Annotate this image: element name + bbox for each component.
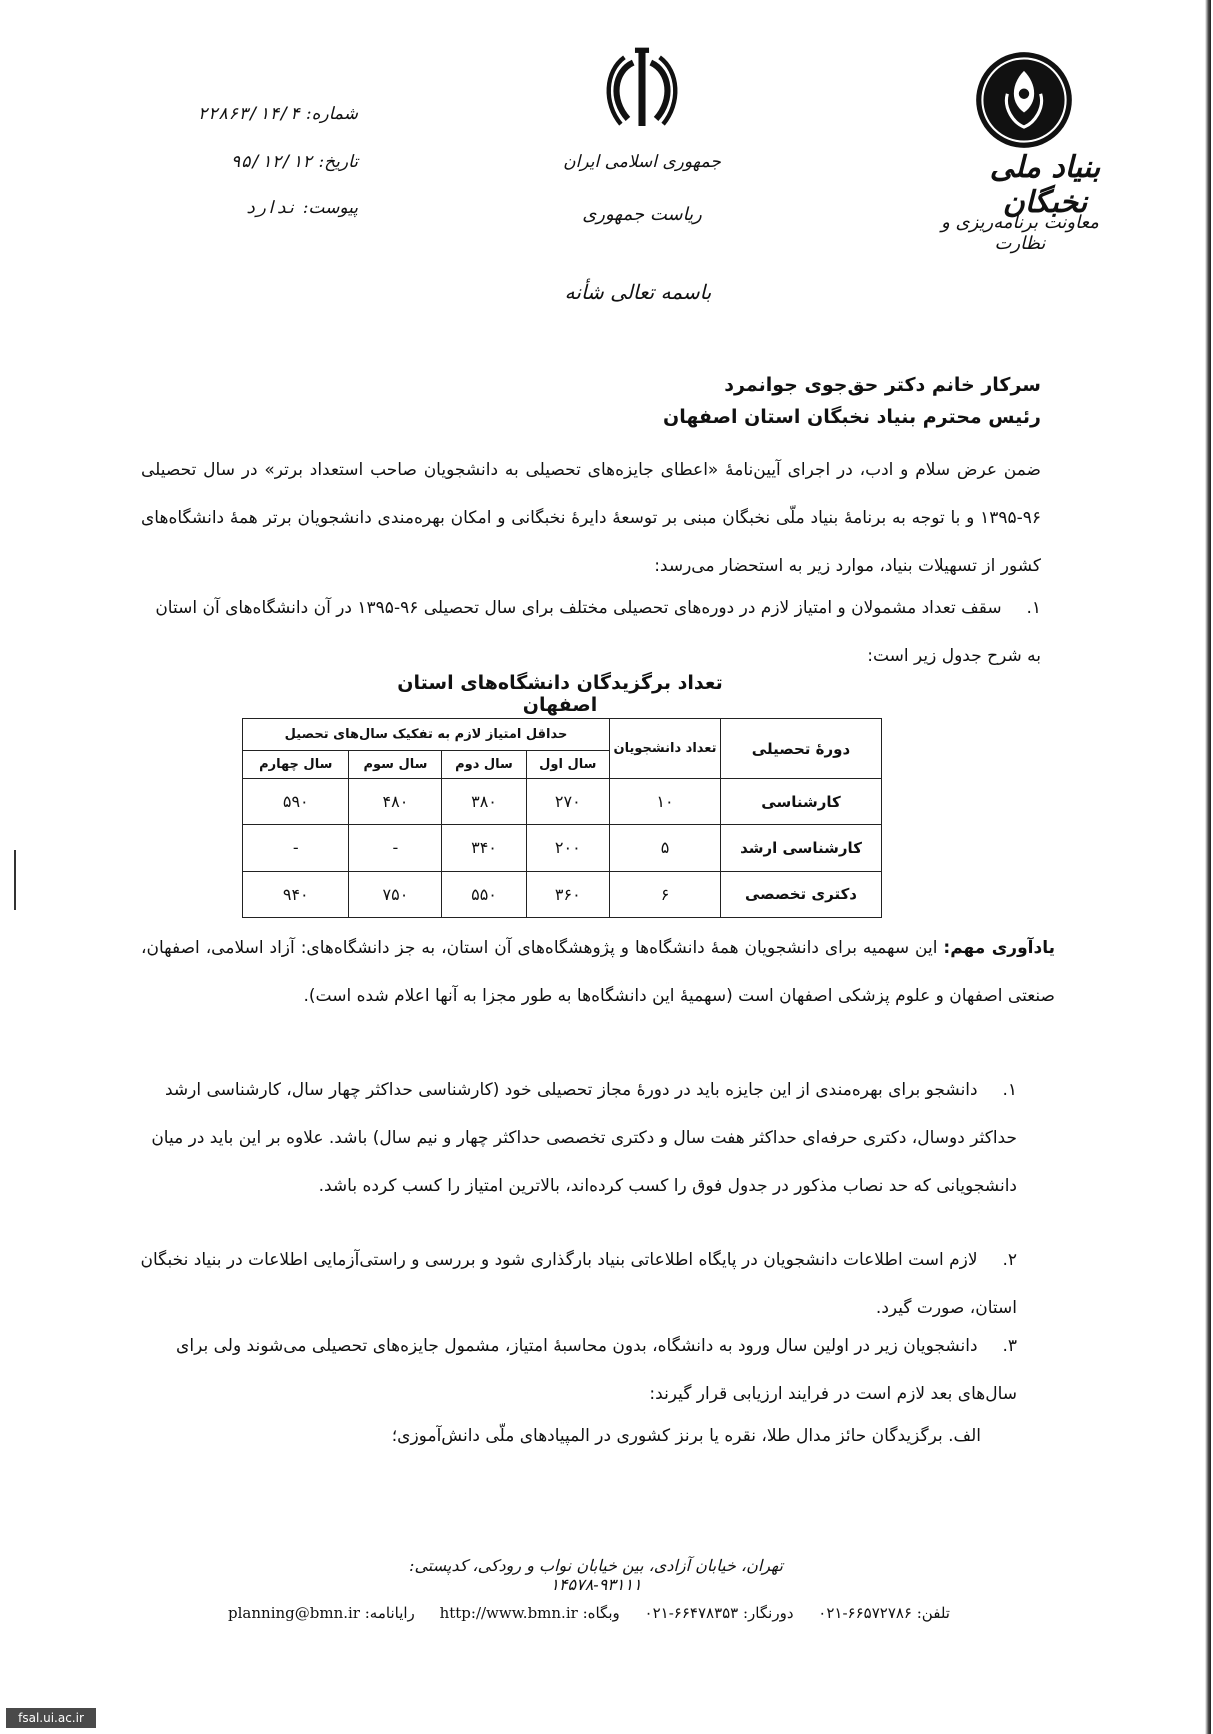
cell-students: ۱۰	[610, 779, 721, 825]
cell-year-3: ۴۸۰	[349, 779, 442, 825]
header-year-2: سال دوم	[442, 751, 526, 779]
table-title: تعداد برگزیدگان دانشگاه‌های استان اصفهان	[397, 672, 723, 716]
letter-number	[148, 102, 358, 124]
iran-emblem-icon	[598, 44, 686, 134]
cell-year-2: ۳۸۰	[442, 779, 526, 825]
date-label: تاریخ:	[318, 152, 358, 172]
basmala: باسمه تعالی شأنه	[564, 280, 712, 304]
reminder-paragraph	[141, 924, 1055, 1020]
deputy-name: معاونت برنامه‌ریزی و نظارت	[941, 212, 1099, 254]
reminder-text: این سهمیه برای دانشجویان همهٔ دانشگاه‌ها و پژوهشگاه‌های آن استان، به جز دانشگاه‌های: آزاد اسلامی، اصفهان، صنعتی اصفهان و علوم پزشکی اصفهان است (سهمیهٔ این دانشگاه‌ها به طور مجزا به آنها اعلام شده است).	[141, 938, 1055, 1006]
addressee-title: رئیس محترم بنیاد نخبگان استان اصفهان	[663, 406, 1041, 428]
note-2-text: لازم است اطلاعات دانشجویان در پایگاه اطلاعاتی بنیاد بارگذاری شود و بررسی و راستی‌آزمایی اطلاعات در بنیاد نخبگان استان، صورت گیرد.	[140, 1250, 1017, 1318]
header-course: دورهٔ تحصیلی	[721, 719, 882, 779]
note-1	[137, 1066, 1017, 1210]
footer-address: تهران، خیابان آزادی، بین خیابان نواب و رودکی، کدپستی: ۹۳۱۱۱-۱۴۵۷۸	[409, 1556, 783, 1594]
watermark: fsal.ui.ac.ir	[6, 1708, 96, 1728]
cell-course: کارشناسی	[721, 779, 882, 825]
cell-year-4: ۵۹۰	[243, 779, 349, 825]
attachment-label: پیوست:	[302, 198, 358, 218]
footer-contact	[214, 1604, 964, 1622]
footer-website[interactable]: وبگاه: http://www.bmn.ir	[439, 1604, 620, 1622]
footer-phone: تلفن: ۶۶۵۷۲۷۸۶-۰۲۱	[818, 1604, 950, 1622]
reminder-label: یادآوری مهم:	[943, 938, 1055, 958]
cell-year-4: ۹۴۰	[243, 871, 349, 917]
foundation-logo-icon	[972, 48, 1076, 152]
cell-students: ۶	[610, 871, 721, 917]
cell-year-2: ۳۴۰	[442, 825, 526, 871]
note-2-number: ۲.	[1002, 1250, 1017, 1270]
footer-fax: دورنگار: ۶۶۴۷۸۳۵۳-۰۲۱	[644, 1604, 794, 1622]
note-1-number: ۱.	[1002, 1080, 1017, 1100]
table-row	[243, 871, 882, 917]
cell-year-1: ۲۷۰	[526, 779, 609, 825]
cell-year-3: -	[349, 825, 442, 871]
cell-students: ۵	[610, 825, 721, 871]
foundation-name: بنیاد ملی نخبگان	[989, 150, 1101, 220]
cell-year-1: ۳۶۰	[526, 871, 609, 917]
quota-table	[242, 718, 882, 918]
letter-date	[148, 150, 358, 172]
republic-title: جمهوری اسلامی ایران	[563, 152, 721, 172]
header-min-score: حداقل امتیاز لازم به تفکیک سال‌های تحصیل	[243, 719, 610, 751]
table-row	[243, 779, 882, 825]
item-1-number: ۱.	[1026, 598, 1041, 618]
table-row	[243, 825, 882, 871]
intro-paragraph: ضمن عرض سلام و ادب، در اجرای آیین‌نامهٔ «اعطای جایزه‌های تحصیلی به دانشجویان صاحب استعداد برتر» در سال تحصیلی ۹۶-۱۳۹۵ و با توجه به برنامهٔ بنیاد ملّی نخبگان مبنی بر توسعهٔ دایرهٔ نخبگانی و امکان بهره‌مندی دانشجویان برتر همهٔ دانشگاه‌های کشور از تسهیلات بنیاد، موارد زیر به استحضار می‌رسد:	[141, 460, 1041, 576]
presidency-title: ریاست جمهوری	[582, 204, 702, 225]
footer-email[interactable]: رایانامه: planning@bmn.ir	[228, 1604, 415, 1622]
number-value: ۲۲۸۶۳/۱۴/۴	[197, 104, 300, 124]
cell-year-2: ۵۵۰	[442, 871, 526, 917]
item-1-text: سقف تعداد مشمولان و امتیاز لازم در دوره‌های تحصیلی مختلف برای سال تحصیلی ۹۶-۱۳۹۵ در آن دانشگاه‌های آن استان به شرح جدول زیر است:	[155, 598, 1041, 666]
cell-course: دکتری تخصصی	[721, 871, 882, 917]
addressee-name: سرکار خانم دکتر حق‌جوی جوانمرد	[724, 374, 1041, 396]
margin-mark	[14, 850, 16, 910]
header-year-4: سال چهارم	[243, 751, 349, 779]
date-value: ۹۵/۱۲/۱۲	[230, 152, 313, 172]
note-1-text: دانشجو برای بهره‌مندی از این جایزه باید در دورهٔ مجاز تحصیلی خود (کارشناسی حداکثر چهار سال، کارشناسی ارشد حداکثر دوسال، دکتری حرفه‌ای حداکثر هفت سال و دکتری تخصصی حداکثر چهار و نیم سال) باشد. علاوه بر این باید در میان دانشجویانی که حد نصاب مذکور در جدول فوق را کسب کرده‌اند، بالاترین امتیاز را کسب کرده باشد.	[151, 1080, 1017, 1196]
note-2	[137, 1236, 1017, 1332]
header-year-1: سال اول	[526, 751, 609, 779]
sub-item-a: الف. برگزیدگان حائز مدال طلا، نقره یا برنز کشوری در المپیادهای ملّی دانش‌آموزی؛	[391, 1426, 981, 1446]
header-students: تعداد دانشجویان	[610, 719, 721, 779]
note-3-text: دانشجویان زیر در اولین سال ورود به دانشگاه، بدون محاسبهٔ امتیاز، مشمول جایزه‌های تحصیلی می‌شوند ولی برای سال‌های بعد لازم است در فرایند ارزیابی قرار گیرند:	[176, 1336, 1017, 1404]
item-1	[141, 584, 1041, 680]
cell-year-1: ۲۰۰	[526, 825, 609, 871]
scan-edge	[1205, 0, 1211, 1734]
number-label: شماره:	[305, 104, 358, 124]
cell-year-4: -	[243, 825, 349, 871]
cell-year-3: ۷۵۰	[349, 871, 442, 917]
note-3-number: ۳.	[1002, 1336, 1017, 1356]
attachment-value: ندارد	[245, 198, 297, 218]
letter-attachment	[148, 196, 358, 218]
note-3	[137, 1322, 1017, 1418]
cell-course: کارشناسی ارشد	[721, 825, 882, 871]
header-year-3: سال سوم	[349, 751, 442, 779]
